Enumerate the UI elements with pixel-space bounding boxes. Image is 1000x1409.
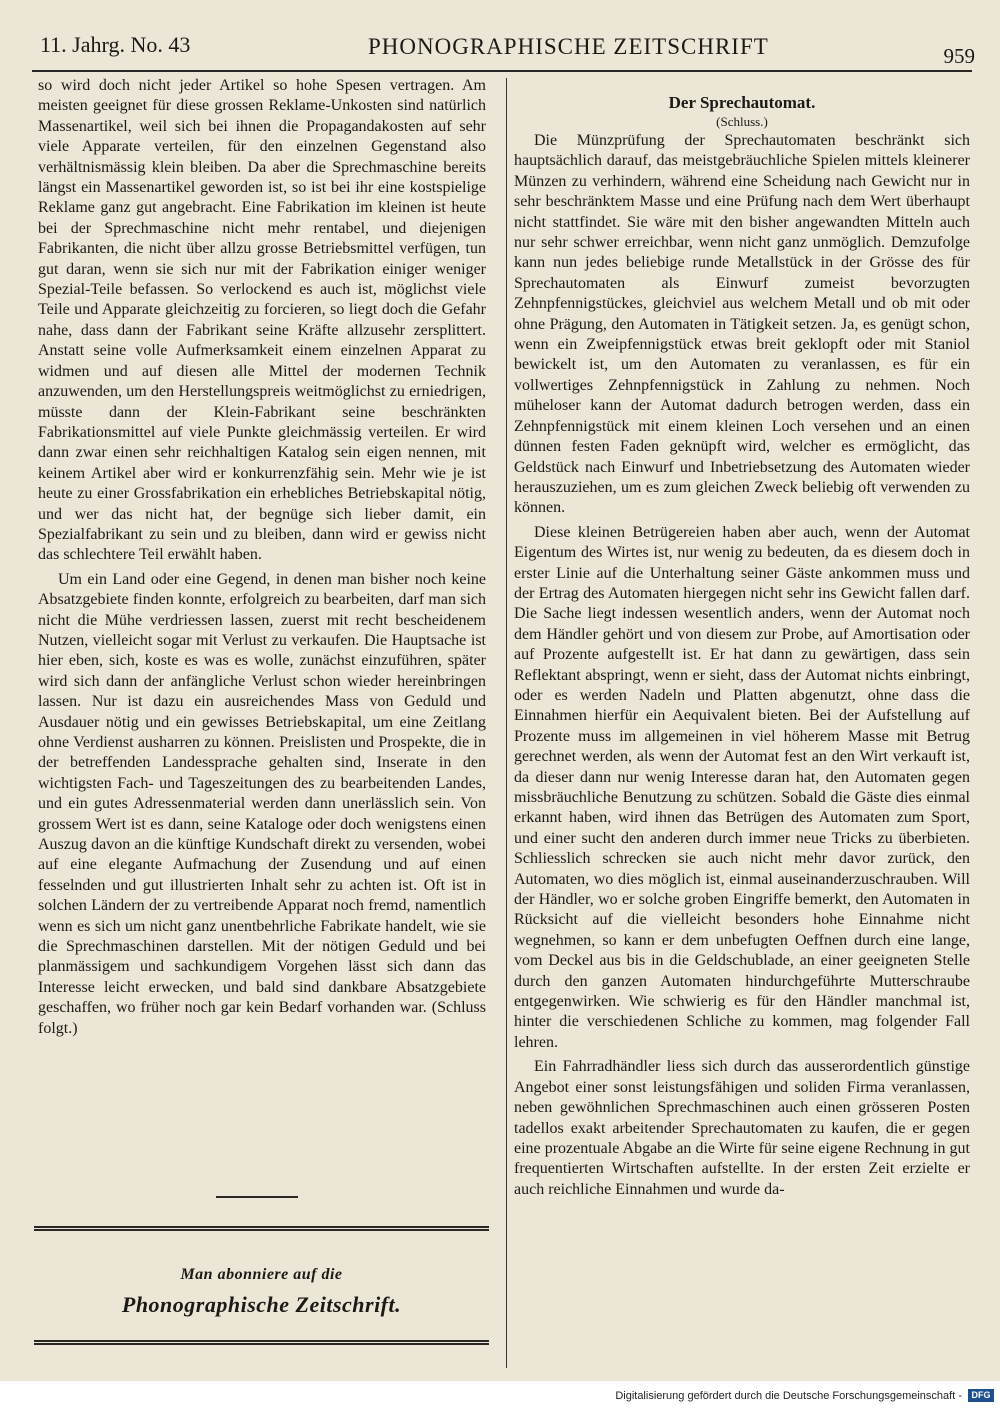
subscription-ad-line: Man abonniere auf die (180, 1266, 343, 1283)
page-number: 959 (943, 44, 975, 68)
ad-border-bottom (34, 1340, 489, 1345)
section-end-rule (216, 1196, 298, 1198)
column-divider (506, 78, 507, 1368)
ad-border-top (34, 1226, 489, 1231)
dfg-logo-icon: DFG (968, 1389, 994, 1402)
subscription-ad-title: Phonographische Zeitschrift. (121, 1292, 402, 1317)
funding-credit: Digitalisierung gefördert durch die Deutsche Forschungsgemeinschaft - (615, 1390, 962, 1402)
left-column (38, 76, 486, 1039)
page-header (40, 30, 975, 70)
right-paragraph-3: Ein Fahrradhändler liess sich durch das ausserordentlich günstige Angebot einer sonst leistungsfähigen und soliden Firma veranlassen, neben gewöhnlichen Sprechmaschinen auch einen grösseren Posten tadellos exakt arbeitender Sprechautomaten zu kaufen, die er gegen eine prozentuale Abgabe an die Wirte für seine eigene Rechnung in gut frequentierten Wirtschaften aufstellte. In der ersten Zeit erzielte er auch reichliche Einnahmen und wurde da- (514, 1058, 970, 1198)
left-paragraph-1: so wird doch nicht jeder Artikel so hohe Spesen vertragen. Am meisten geeignet für diese grossen Reklame-Unkosten sind natürlich Massenartikel, weil sich bei ihnen die Propagandakosten auf sehr viele Apparate verteilen, für den einzelnen Gegenstand also verhältnismässig klein bleiben. Da aber die Sprechmaschine bereits längst ein Massenartikel geworden ist, so ist bei ihr eine kostspielige Reklame ganz gut angebracht. Eine Fabrikation im kleinen ist heute bei der Sprechmaschine nicht mehr rentabel, und diejenigen Fabrikanten, die nicht über allzu grosse Betriebsmittel verfügen, tun gut daran, wenn sie sich nur mit der Fabrikation einiger weniger Spezial-Teile befassen. So verlockend es auch ist, möglichst viele Teile und Apparate gleichzeitig zu forcieren, so liegt doch die Gefahr nahe, dass dann der Fabrikant seine Kräfte allzusehr zersplittert. Anstatt seine volle Aufmerksamkeit einem einzelnen Apparat zu widmen und auf diesen alle Mittel der modernen Technik anzuwenden, um den Herstellungspreis weitmöglichst zu erniedrigen, müsste dann der Klein-Fabrikant seine beschränkten Fabrikationsmittel auf viele Punkte gleichmässig verteilen. Er wird dann zwar einen sehr reichhaltigen Katalog sein eigen nennen, mit keinem Artikel aber wird er konkurrenzfähig sein. Mehr wie je ist heute zu einer Grossfabrikation ein erhebliches Betriebskapital nötig, und wer das nicht hat, der begnüge sich lieber damit, ein Spezialfabrikant zu sein und zu bleiben, dann wird er gewiss nicht das schlechtere Teil erwählt haben. (38, 77, 486, 564)
digitization-footer (0, 1381, 1000, 1409)
left-paragraph-2: Um ein Land oder eine Gegend, in denen man bisher noch keine Absatzgebiete finden konnte, erfolgreich zu bearbeiten, darf man sich nicht die Mühe verdriessen lassen, zuerst mit recht bescheidenem Nutzen, vielleicht sogar mit Verlust zu verkaufen. Die Hauptsache ist hier eben, sich, koste es was es wolle, zunächst einzuführen, später wird sich dann der anfängliche Verlust schon wieder hereinbringen lassen. Nur ist dazu ein ausreichendes Mass von Geduld und Ausdauer nötig und ein gewisses Betriebskapital, um eine Zeitlang ohne Verdienst ausharren zu können. Preislisten und Prospekte, die in der betreffenden Landessprache gehalten sind, Inserate in den wichtigsten Fach- und Tageszeitungen des zu bearbeitenden Landes, und ein gutes Adressenmaterial werden dann unerlässlich sein. Von grossem Wert ist es dann, seine Kataloge oder doch wenigstens einen Auszug davon an die künftige Kundschaft direkt zu versenden, wobei auf eine elegante Aufmachung der Zusendung und auf einen fesselnden und gut illustrierten Inhalt sehr zu achten ist. Oft ist in solchen Ländern der zu vertreibende Apparat noch fremd, namentlich wenn es sich um nicht ganz unentbehrliche Fabrikate handelt, wie sie die Sprechmaschinen darstellen. Mit der nötigen Geduld und bei planmässigem und sachkundigem Vorgehen lässt sich dann das Interesse leicht erwecken, und bald sind dankbare Absatzgebiete geschaffen, wo früher noch gar kein Bedarf vorhanden war. (Schluss folgt.) (38, 570, 486, 1037)
header-rule (32, 70, 972, 72)
right-paragraph-2: Diese kleinen Betrügereien haben aber auch, wenn der Automat Eigentum des Wirtes ist, nur wenig zu bedeuten, da es diesem doch in erster Linie auf die Unterhaltung seiner Gäste ankommen muss und der Ertrag des Automaten hiergegen nicht sehr ins Gewicht fallen darf. Die Sache liegt indessen wesentlich anders, wenn der Automat noch dem Händler gehört und von diesem zur Probe, auf Amortisation oder auf Prozente aufgestellt ist. Er hat dann zu gewärtigen, dass sein Reflektant abspringt, wenn er sieht, dass der Automat nichts einbringt, oder es werden Nadeln und Platten abgenutzt, ohne dass die Einnahmen hierfür ein Aequivalent bieten. Bei der Aufstellung auf Prozente muss im allgemeinen in viel höherem Masse mit Betrug gerechnet werden, als wenn der Automat fest an den Wirt verkauft ist, da dieser dann nur wenig Interesse daran hat, den Automaten gegen missbräuchliche Benutzung zu schützen. Sobald die Gäste dies einmal erkannt haben, wird ihnen das Betrügen des Automaten zum Sport, und einer sucht den anderen durch immer neue Tricks zu überbieten. Schliesslich schrecken sie auch nicht mehr davor zurück, den Automaten, wo dies möglich ist, einmal auseinanderzuschrauben. Will der Händler, wo er solche groben Eingriffe bemerkt, den Automaten in Rücksicht auf die vielleicht besonders hohe Einnahme nicht wegnehmen, so kann er dem unbefugten Oeffnen durch eine lange, vom Deckel aus bis in die Geldschublade, an einer geeigneten Stelle durch den ganzen Automaten hindurchgeführte Mutterschraube entgegenwirken. Wie schwierig es für den Händler manchmal ist, hinter die verschiedenen Schliche zu kommen, mag folgender Fall lehren. (514, 523, 970, 1051)
right-column (514, 92, 970, 1200)
right-paragraph-1: Die Münzprüfung der Sprechautomaten beschränkt sich hauptsächlich darauf, das meistgebräuchliche Spielen mittels kleinerer Münzen zu verhindern, während eine Scheidung nach Gewicht nur in sehr beschränktem Masse und eine Prüfung nach dem Wert überhaupt nicht stattfindet. Sie wäre mit den bisher angewandten Mitteln auch nur sehr schwer erreichbar, wenn nicht ganz unmöglich. Demzufolge kann nun jedes beliebige runde Metallstück in der Grösse des für Sprechautomaten als Einwurf zumeist bevorzugten Zehnpfennigstückes, gleichviel aus welchem Metall und ob mit oder ohne Prägung, den Automaten in Tätigkeit setzen. Ja, es genügt schon, wenn ein Zweipfennigstück etwas breit geklopft oder mit Staniol bewickelt ist, um den Automaten zu veranlassen, es für ein vollwertiges Zehnpfennigstück in Zahlung zu nehmen. Noch müheloser kann der Automat dadurch betrogen werden, dass ein Zehnpfennigstück mit einem kleinen Loch versehen und an einen dünnen festen Faden geknüpft wird, welcher es ermöglicht, das Geldstück nach Einwurf und Inbetriebsetzung des Automaten wieder herauszuziehen, um es zum gleichen Zweck beliebig oft verwenden zu können. (514, 132, 970, 517)
journal-title: PHONOGRAPHISCHE ZEITSCHRIFT (368, 34, 769, 59)
article-title: Der Sprechautomat. (668, 93, 816, 112)
volume-issue: 11. Jahrg. No. 43 (40, 32, 191, 57)
article-subtitle: (Schluss.) (716, 114, 768, 129)
